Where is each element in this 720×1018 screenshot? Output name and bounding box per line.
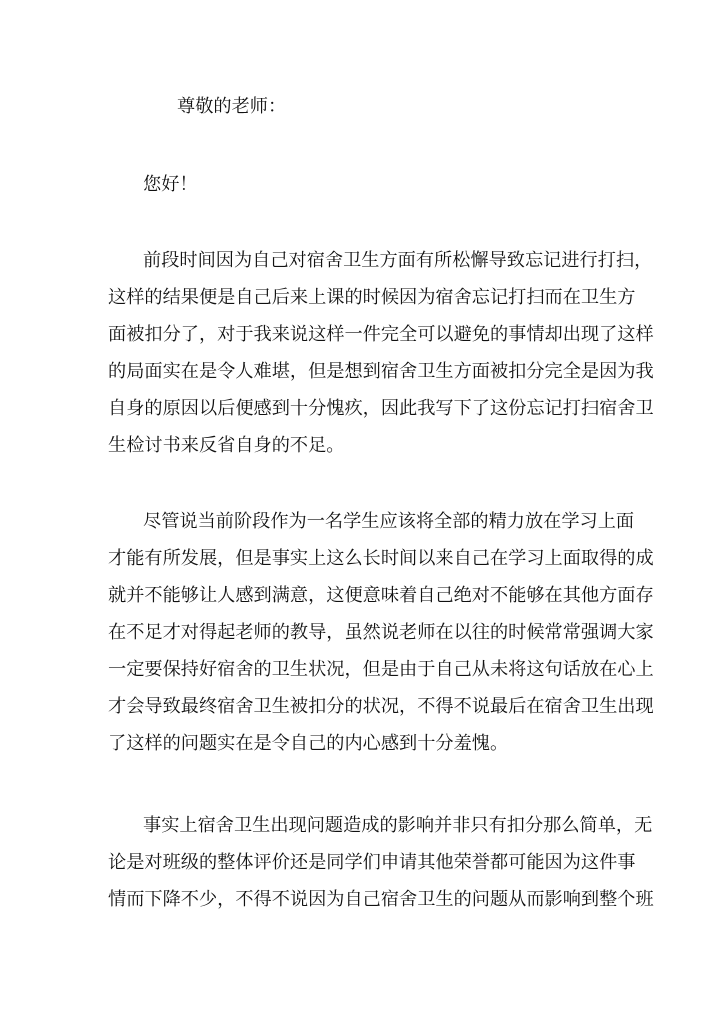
paragraph-line: 前段时间因为自己对宿舍卫生方面有所松懈导致忘记进行打扫，: [143, 250, 653, 271]
paragraph-line: 这样的结果便是自己后来上课的时候因为宿舍忘记打扫而在卫生方: [108, 287, 636, 308]
paragraph-line: 才会导致最终宿舍卫生被扣分的状况，不得不说最后在宿舍卫生出现: [108, 696, 654, 717]
paragraph-line: 的局面实在是令人难堪，但是想到宿舍卫生方面被扣分完全是因为我: [108, 361, 654, 382]
paragraph-line: 事实上宿舍卫生出现问题造成的影响并非只有扣分那么简单，无: [143, 815, 653, 836]
paragraph-line: 就并不能够让人感到满意，这便意味着自己绝对不能够在其他方面存: [108, 585, 654, 606]
paragraph-line: 尽管说当前阶段作为一名学生应该将全部的精力放在学习上面: [143, 511, 635, 532]
paragraph-line: 在不足才对得起老师的教导，虽然说老师在以往的时候常常强调大家: [108, 622, 654, 643]
paragraph-line: 情而下降不少，不得不说因为自己宿舍卫生的问题从而影响到整个班: [108, 889, 654, 910]
greeting: 您好！: [143, 174, 198, 195]
paragraph-line: 才能有所发展，但是事实上这么长时间以来自己在学习上面取得的成: [108, 548, 654, 569]
paragraph-line: 一定要保持好宿舍的卫生状况，但是由于自己从未将这句话放在心上: [108, 659, 654, 680]
paragraph-line: 自身的原因以后便感到十分愧疚，因此我写下了这份忘记打扫宿舍卫: [108, 398, 654, 419]
paragraph-line: 论是对班级的整体评价还是同学们申请其他荣誉都可能因为这件事: [108, 852, 636, 873]
salutation: 尊敬的老师：: [177, 96, 287, 117]
paragraph-line: 了这样的问题实在是令自己的内心感到十分羞愧。: [108, 733, 509, 754]
paragraph-line: 面被扣分了，对于我来说这样一件完全可以避免的事情却出现了这样: [108, 324, 654, 345]
paragraph-line: 生检讨书来反省自身的不足。: [108, 435, 345, 456]
